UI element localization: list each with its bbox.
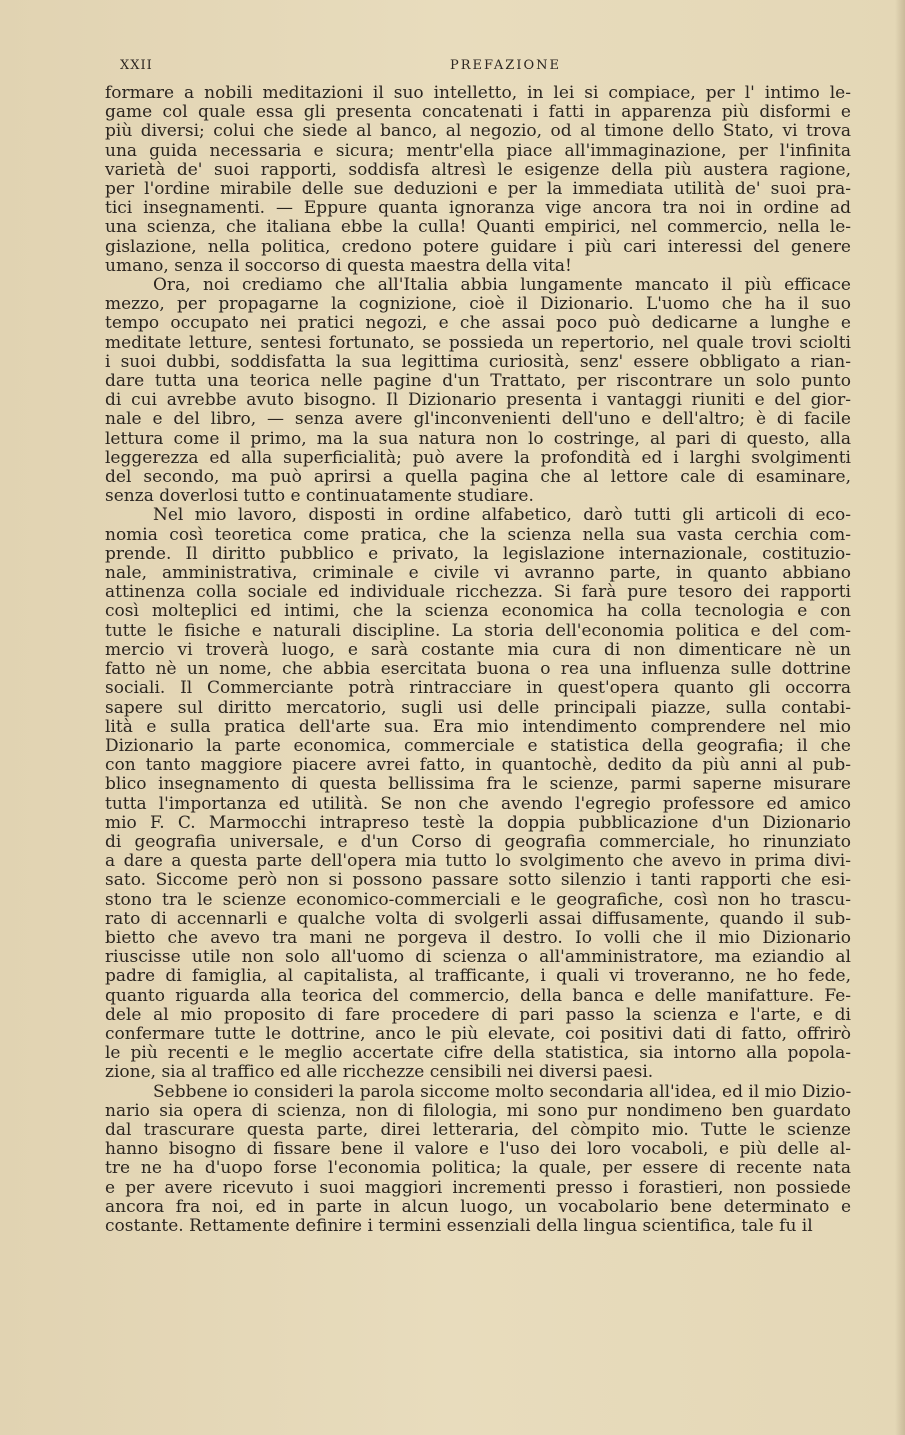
text-line: prende. Il diritto pubblico e privato, la legislazione internazionale, costituzio- xyxy=(105,543,851,564)
text-line: bietto che avevo tra mani ne porgeva il destro. Io volli che il mio Dizionario xyxy=(105,927,851,948)
text-line: nario sia opera di scienza, non di filologia, mi sono pur nondimeno ben guardato xyxy=(105,1100,851,1121)
text-line: tre ne ha d'uopo forse l'economia politica; la quale, per essere di recente nata xyxy=(105,1158,851,1179)
paragraph xyxy=(105,506,851,1082)
text-line: varietà de' suoi rapporti, soddisfa altresì le esigenze della più austera ragione, xyxy=(105,159,851,180)
page-number: XXII xyxy=(120,58,153,73)
text-line: sato. Siccome però non si possono passare sotto silenzio i tanti rapporti che esi- xyxy=(105,870,851,891)
text-line: stono tra le scienze economico-commerciali e le geografiche, così non ho trascu- xyxy=(105,889,851,910)
text-line: costante. Rettamente definire i termini essenziali della lingua scientifica, tale fu il xyxy=(105,1215,813,1236)
body-text xyxy=(105,84,851,1236)
text-line: nale, amministrativa, criminale e civile vi avranno parte, in quanto abbiano xyxy=(105,563,851,584)
text-line: tutte le fisiche e naturali discipline. La storia dell'economia politica e del com- xyxy=(105,620,851,641)
text-line: tutta l'importanza ed utilità. Se non che avendo l'egregio professore ed amico xyxy=(105,793,851,814)
text-line: più diversi; colui che siede al banco, al negozio, od al timone dello Stato, vi trova xyxy=(105,121,851,142)
text-line: dele al mio proposito di fare procedere di pari passo la scienza e l'arte, e di xyxy=(105,1004,851,1025)
text-line: confermare tutte le dottrine, anco le più elevate, coi positivi dati di fatto, offrirò xyxy=(105,1023,851,1044)
text-line: una guida necessaria e sicura; mentr'ella piace all'immaginazione, per l'infinita xyxy=(105,140,851,161)
text-line: di geografia universale, e d'un Corso di geografia commerciale, ho rinunziato xyxy=(105,831,851,852)
text-line: fatto nè un nome, che abbia esercitata buona o rea una influenza sulle dottrine xyxy=(105,659,851,680)
text-line: gislazione, nella politica, credono potere guidare i più cari interessi del genere xyxy=(105,236,851,257)
text-line: i suoi dubbi, soddisfatta la sua legittima curiosità, senz' essere obbligato a rian- xyxy=(105,351,851,372)
text-line: e per avere ricevuto i suoi maggiori incrementi presso i forastieri, non possiede xyxy=(105,1177,851,1198)
text-line: dare tutta una teorica nelle pagine d'un Trattato, per riscontrare un solo punto xyxy=(105,371,851,392)
paragraph xyxy=(105,1083,851,1237)
text-line: le più recenti e le meglio accertate cifre della statistica, sia intorno alla popola- xyxy=(105,1043,851,1064)
text-line: mercio vi troverà luogo, e sarà costante mia cura di non dimenticare nè un xyxy=(105,639,851,660)
page-header xyxy=(120,58,785,80)
text-line: mio F. C. Marmocchi intrapreso testè la doppia pubblicazione d'un Dizionario xyxy=(105,812,851,833)
text-line: Nel mio lavoro, disposti in ordine alfabetico, darò tutti gli articoli di eco- xyxy=(153,505,851,526)
text-line: con tanto maggiore piacere avrei fatto, in quantochè, dedito da più anni al pub- xyxy=(105,755,851,776)
paragraph xyxy=(105,84,851,276)
text-line: padre di famiglia, al capitalista, al trafficante, i quali vi troveranno, ne ho fede, xyxy=(105,966,851,987)
text-line: tempo occupato nei pratici negozi, e che assai poco può dedicarne a lunghe e xyxy=(105,313,851,334)
text-line: di cui avrebbe avuto bisogno. Il Dizionario presenta i vantaggi riuniti e del gior- xyxy=(105,390,851,411)
text-line: Ora, noi crediamo che all'Italia abbia lungamente mancato il più efficace xyxy=(153,275,851,296)
text-line: mezzo, per propagarne la cognizione, cioè il Dizionario. L'uomo che ha il suo xyxy=(105,294,851,315)
text-line: così molteplici ed intimi, che la scienza economica ha colla tecnologia e con xyxy=(105,601,851,622)
text-line: blico insegnamento di questa bellissima fra le scienze, parmi saperne misurare xyxy=(105,774,851,795)
text-line: una scienza, che italiana ebbe la culla! Quanti empirici, nel commercio, nella le- xyxy=(105,217,851,238)
text-line: umano, senza il soccorso di questa maestra della vita! xyxy=(105,255,572,276)
text-line: tici insegnamenti. — Eppure quanta ignoranza vige ancora tra noi in ordine ad xyxy=(105,198,851,219)
text-line: meditate letture, sentesi fortunato, se possieda un repertorio, nel quale trovi sciolti xyxy=(105,332,851,353)
text-line: a dare a questa parte dell'opera mia tutto lo svolgimento che avevo in prima divi- xyxy=(105,851,851,872)
text-line: formare a nobili meditazioni il suo intelletto, in lei si compiace, per l' intimo le- xyxy=(105,83,851,103)
text-line: dal trascurare questa parte, direi letteraria, del còmpito mio. Tutte le scienze xyxy=(105,1119,851,1140)
paragraph xyxy=(105,276,851,506)
text-line: lità e sulla pratica dell'arte sua. Era mio intendimento comprendere nel mio xyxy=(105,716,851,737)
text-line: nale e del libro, — senza avere gl'inconvenienti dell'uno e dell'altro; è di facile xyxy=(105,409,851,430)
text-line: per l'ordine mirabile delle sue deduzioni e per la immediata utilità de' suoi pra- xyxy=(105,179,851,200)
text-line: senza doverlosi tutto e continuatamente studiare. xyxy=(105,486,534,507)
text-line: del secondo, ma può aprirsi a quella pagina che al lettore cale di esaminare, xyxy=(105,467,851,488)
text-line: riuscisse utile non solo all'uomo di scienza o all'amministratore, ma eziandio al xyxy=(105,947,851,968)
text-line: quanto riguarda alla teorica del commercio, della banca e delle manifatture. Fe- xyxy=(105,985,851,1006)
page-edge-shadow xyxy=(895,0,905,1435)
text-line: sociali. Il Commerciante potrà rintracciare in quest'opera quanto gli occorra xyxy=(105,678,851,699)
text-line: Sebbene io consideri la parola siccome molto secondaria all'idea, ed il mio Dizio- xyxy=(153,1081,852,1102)
text-line: leggerezza ed alla superficialità; può avere la profondità ed i larghi svolgimenti xyxy=(105,447,851,468)
text-line: game col quale essa gli presenta concatenati i fatti in apparenza più disformi e xyxy=(105,102,851,123)
running-title: PREFAZIONE xyxy=(450,58,561,73)
text-line: zione, sia al traffico ed alle ricchezze censibili nei diversi paesi. xyxy=(105,1062,654,1083)
text-line: sapere sul diritto mercatorio, sugli usi delle principali piazze, sulla contabi- xyxy=(105,697,851,718)
text-line: hanno bisogno di fissare bene il valore e l'uso dei loro vocaboli, e più delle al- xyxy=(105,1139,851,1160)
text-line: nomia così teoretica come pratica, che la scienza nella sua vasta cerchia com- xyxy=(105,524,851,545)
text-line: Dizionario la parte economica, commerciale e statistica della geografia; il che xyxy=(105,735,851,756)
text-line: attinenza colla sociale ed individuale ricchezza. Si farà pure tesoro dei rapporti xyxy=(105,582,851,603)
text-line: rato di accennarli e qualche volta di svolgerli assai diffusamente, quando il sub- xyxy=(105,908,851,929)
text-line: ancora fra noi, ed in parte in alcun luogo, un vocabolario bene determinato e xyxy=(105,1196,851,1217)
text-line: lettura come il primo, ma la sua natura non lo costringe, al pari di questo, alla xyxy=(105,428,851,449)
